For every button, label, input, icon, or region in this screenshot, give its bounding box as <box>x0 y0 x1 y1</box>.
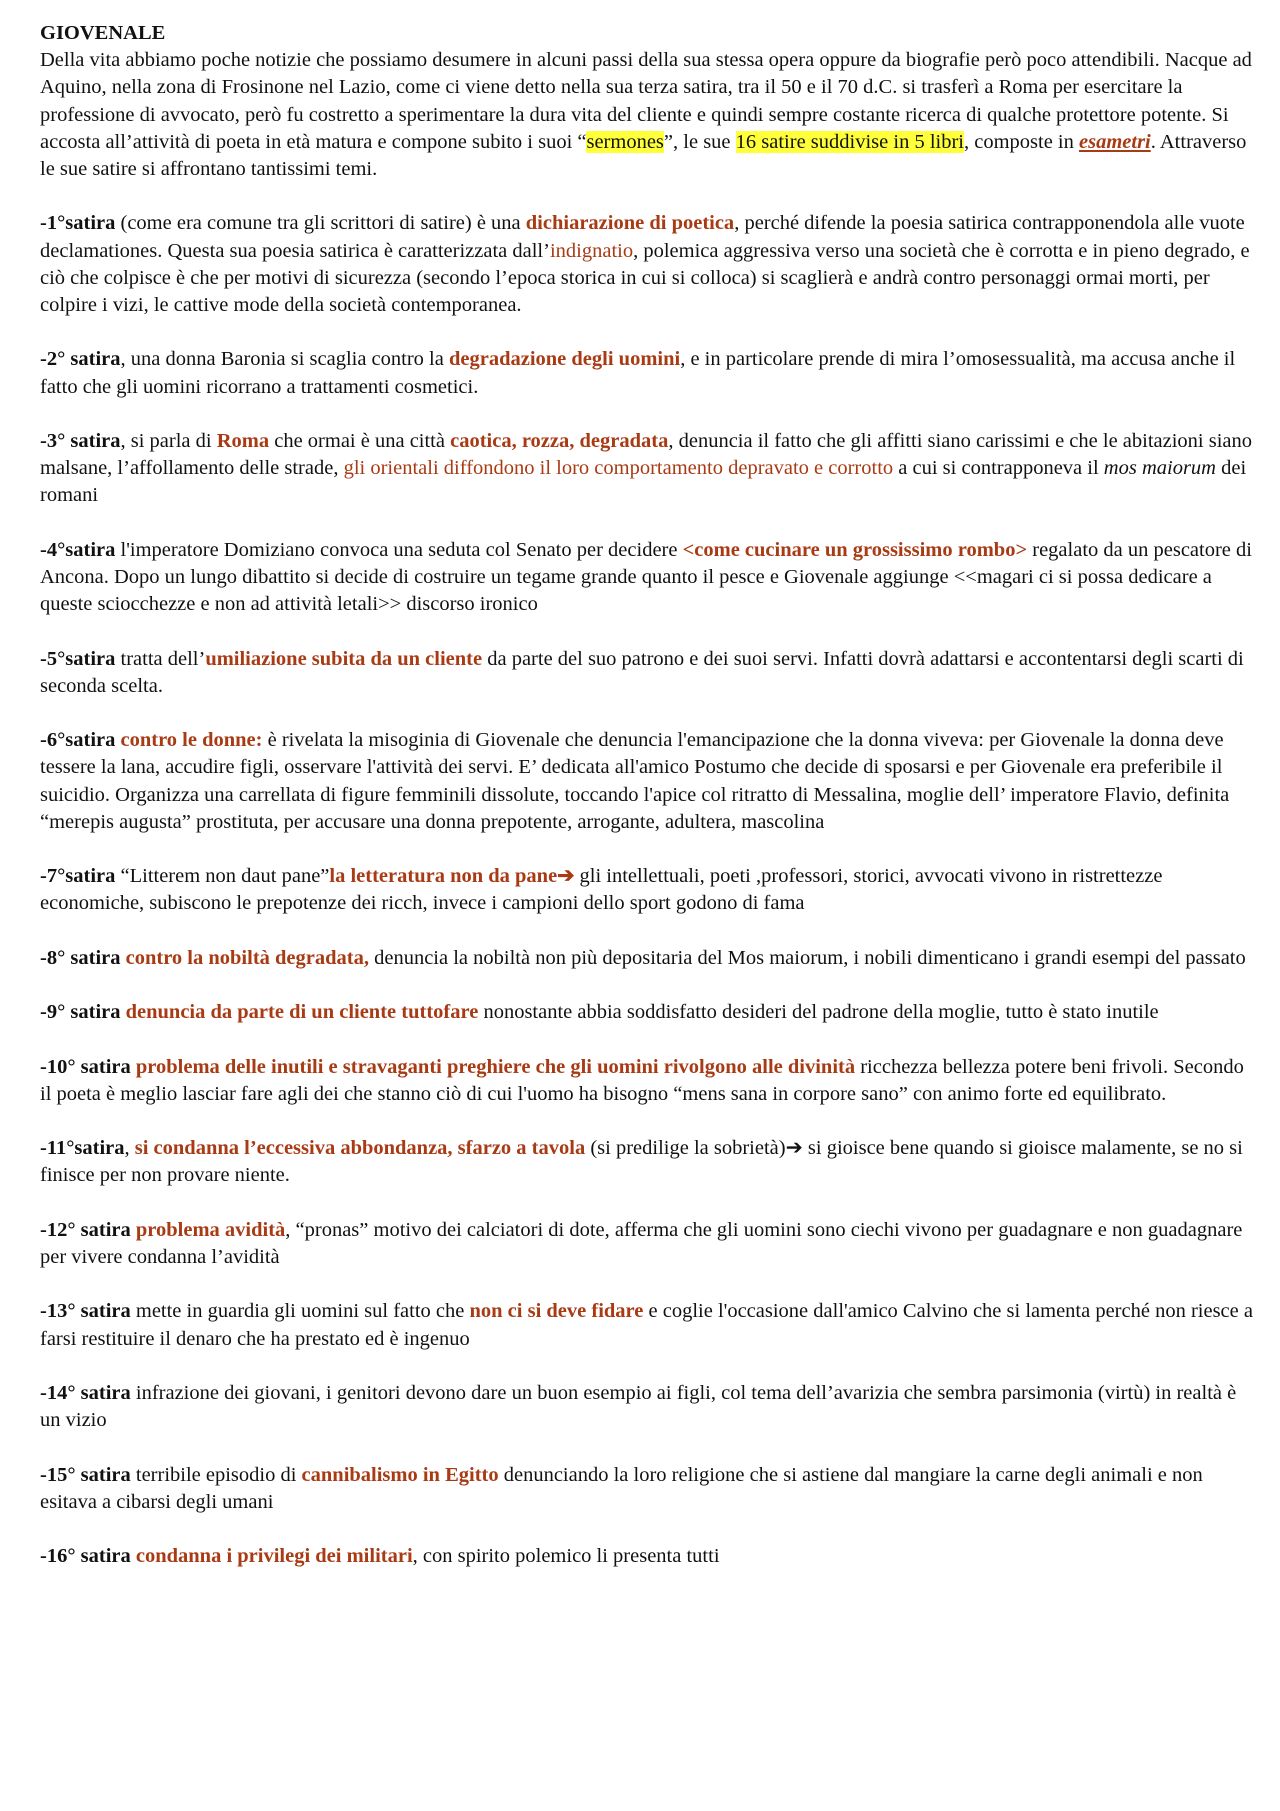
body-text: che ormai è una città <box>269 430 451 452</box>
satira-2-paragraph <box>40 346 1260 400</box>
intro-text: . Attraverso le sue satire si affrontano tantissimi temi. <box>40 130 1247 181</box>
document-page <box>40 20 1260 1598</box>
highlight-sermones: sermones <box>586 130 664 153</box>
body-text: è rivelata la misoginia di Giovenale che denuncia l'emancipazione che la donna viveva: per Giovenale la donna deve tessere la lana, accudire figli, osservare l'attività dei servi. E’ dedicata all'amico Postumo che decide di sposarsi e per Giovenale era preferibile il suicidio. Organizza una carrellata di figure femminili dissolute, toccando l'apice col ritratto di Messalina, moglie dell’ imperatore Flavio, definita “merepis augusta” prostituta, per accusare una donna prepotente, arrogante, adultera, mascolina <box>40 729 1230 833</box>
body-text: , polemica aggressiva verso una società che è corrotta e in pieno degrado, e ciò che colpisce è che per motivi di sicurezza (secondo l’epoca storica in cui si colloca) si scaglierà e andrà contro personaggi ormai morti, per colpire i vizi, le cattive mode della società contemporanea. <box>40 239 1250 317</box>
body-text: tratta dell’ <box>115 647 206 670</box>
satira-label: -10° satira <box>40 1055 131 1078</box>
satira-8-paragraph <box>40 945 1260 972</box>
satira-label: -15° satira <box>40 1463 131 1486</box>
satira-highlight: problema delle inutili e stravaganti preghiere che gli uomini rivolgono alle divinità <box>135 1055 856 1078</box>
satira-highlight: non ci si deve fidare <box>469 1300 644 1323</box>
body-text: dei romani <box>40 457 1247 507</box>
satira-label: -4°satira <box>40 538 116 561</box>
satira-6-paragraph <box>40 727 1260 836</box>
satira-highlight: contro la nobiltà degradata, <box>125 946 369 969</box>
body-text: , “pronas” motivo dei calciatori di dote, afferma che gli uomini sono ciechi vivono per guadagnare e non guadagnare per vivere condanna l’avidità <box>40 1218 1243 1268</box>
satira-highlight: problema avidità <box>135 1218 286 1241</box>
body-text: nonostante abbia soddisfatto desideri del padrone della moglie, tutto è stato inutile <box>478 1001 1159 1024</box>
satira-label: -9° satira <box>40 1001 121 1024</box>
italic-term: mos maiorum <box>1103 457 1216 480</box>
satira-label: -8° satira <box>40 946 121 969</box>
body-text: a cui si contrapponeva il <box>893 457 1104 480</box>
highlight-satire-count: 16 satire suddivise in 5 libri <box>735 130 964 153</box>
body-text: ricchezza bellezza potere beni frivoli. Secondo il poeta è meglio lasciar fare agli dei che stanno ciò di cui l'uomo ha bisogno “mens sana in corpore sano” con animo forte ed equilibrato. <box>40 1055 1244 1105</box>
arrow-right-icon: ➔ <box>785 1137 803 1160</box>
satira-label: -13° satira <box>40 1300 131 1323</box>
satira-highlight: denuncia da parte di un cliente tuttofare <box>125 1001 479 1024</box>
satira-4-paragraph <box>40 537 1260 619</box>
satira-highlight: condanna i privilegi dei militari <box>135 1545 413 1568</box>
body-text: terribile episodio di <box>130 1463 302 1486</box>
satira-11-paragraph <box>40 1135 1260 1189</box>
body-text: si gioisce bene quando si gioisce malamente, se no si finisce per non provare niente. <box>40 1137 1243 1187</box>
satira-label: -2° satira <box>40 348 121 371</box>
satira-3-paragraph <box>40 428 1260 510</box>
body-text: l'imperatore Domiziano convoca una seduta col Senato per decidere <box>115 538 683 561</box>
body-text: , denuncia il fatto che gli affitti siano carissimi e che le abitazioni siano malsane, l’affollamento delle strade, <box>40 430 1253 480</box>
body-text: , <box>124 1137 135 1160</box>
intro-text: Della vita abbiamo poche notizie che possiamo desumere in alcuni passi della sua stessa opera oppure da biografie però poco attendibili. Nacque ad Aquino, nella zona di Frosinone nel Lazio, come ci viene detto nella sua terza satira, tra il 50 e il 70 d.C. si trasferì a Roma per esercitare la professione di avvocato, però fu costretto a sperimentare la dura vita del cliente e quindi sempre costante ricerca di qualche protettore potente. Si accosta all’attività di poeta in età matura e compone subito i suoi “ <box>40 49 1252 153</box>
satira-12-paragraph <box>40 1217 1260 1271</box>
satira-label: -3° satira <box>40 430 121 452</box>
body-text: (si predilige la sobrietà) <box>585 1137 786 1160</box>
body-text: , una donna Baronia si scaglia contro la <box>120 348 449 371</box>
satira-highlight: cannibalismo in Egitto <box>301 1463 499 1486</box>
satira-7-paragraph <box>40 863 1260 917</box>
satira-14-paragraph <box>40 1380 1260 1434</box>
satira-label: -7°satira <box>40 865 116 888</box>
satira-label: -1°satira <box>40 212 116 235</box>
satira-label: -5°satira <box>40 647 116 670</box>
body-text: , con spirito polemico li presenta tutti <box>412 1545 720 1568</box>
satira-highlight: caotica, rozza, degradata <box>450 430 669 452</box>
body-text: regalato da un pescatore di Ancona. Dopo un lungo dibattito si decide di costruire un tegame grande quanto il pesce e Giovenale aggiunge <<magari ci si possa dedicare a queste sciocchezze e non ad attività letali>> discorso ironico <box>40 538 1252 616</box>
satira-label: -16° satira <box>40 1545 131 1568</box>
satira-label: -12° satira <box>40 1218 131 1241</box>
satira-highlight: si condanna l’eccessiva abbondanza, sfarzo a tavola <box>134 1137 586 1160</box>
intro-text: ”, le sue <box>663 130 736 153</box>
satira-highlight: gli orientali diffondono il loro comportamento depravato e corrotto <box>343 457 894 480</box>
body-text: da parte del suo patrono e dei suoi servi. Infatti dovrà adattarsi e accontentarsi degli scarti di seconda scelta. <box>40 647 1244 697</box>
satira-label: -6°satira <box>40 729 116 752</box>
arrow-right-icon: ➔ <box>557 865 575 888</box>
satira-highlight: umiliazione subita da un cliente <box>205 647 483 670</box>
body-text: “Litterem non daut pane” <box>115 865 330 888</box>
body-text: gli intellettuali, poeti ,professori, storici, avvocati vivono in ristrettezze economiche, subiscono le prepotenze dei ricch, invece i campioni dello sport godono di fama <box>40 865 1163 915</box>
satira-highlight: <come cucinare un grossissimo rombo> <box>682 538 1028 561</box>
body-text: infrazione dei giovani, i genitori devono dare un buon esempio ai figli, col tema dell’avarizia che sembra parsimonia (virtù) in realtà è un vizio <box>40 1381 1237 1432</box>
body-text: , si parla di <box>120 430 217 452</box>
satira-highlight: indignatio <box>549 239 634 262</box>
body-text: denunciando la loro religione che si astiene dal mangiare la carne degli animali e non esitava a cibarsi degli umani <box>40 1463 1203 1513</box>
satira-highlight: degradazione degli uomini <box>448 348 681 371</box>
intro-text: , composte in <box>963 130 1079 153</box>
satira-10-paragraph <box>40 1054 1260 1108</box>
body-text: denuncia la nobiltà non più depositaria del Mos maiorum, i nobili dimenticano i grandi esempi del passato <box>368 946 1246 969</box>
satira-15-paragraph <box>40 1462 1260 1516</box>
satira-13-paragraph <box>40 1298 1260 1352</box>
satira-9-paragraph <box>40 999 1260 1026</box>
satira-highlight: Roma <box>216 430 270 452</box>
document-title: GIOVENALE <box>40 22 166 44</box>
satira-label: -11°satira <box>40 1137 125 1160</box>
satira-highlight: la letteratura non da pane <box>329 865 558 888</box>
intro-paragraph <box>40 47 1260 183</box>
satira-16-paragraph <box>40 1543 1260 1570</box>
body-text: e coglie l'occasione dall'amico Calvino che si lamenta perché non riesce a farsi restituire il denaro che ha prestato ed è ingenuo <box>40 1300 1253 1350</box>
body-text: , e in particolare prende di mira l’omosessualità, ma accusa anche il fatto che gli uomini ricorrano a trattamenti cosmetici. <box>40 348 1236 398</box>
satira-highlight: contro le donne: <box>120 729 263 752</box>
emphasis-esametri: esametri <box>1079 130 1151 153</box>
body-text: mette in guardia gli uomini sul fatto che <box>130 1300 470 1323</box>
body-text: , perché difende la poesia satirica contrapponendola alle vuote declamationes. Questa sua poesia satirica è caratterizzata dall’ <box>40 212 1245 262</box>
satira-highlight: dichiarazione di poetica <box>525 212 735 235</box>
satira-5-paragraph <box>40 646 1260 700</box>
satira-label: -14° satira <box>40 1381 131 1404</box>
body-text: (come era comune tra gli scrittori di satire) è una <box>115 212 526 235</box>
satira-1-paragraph <box>40 210 1260 319</box>
